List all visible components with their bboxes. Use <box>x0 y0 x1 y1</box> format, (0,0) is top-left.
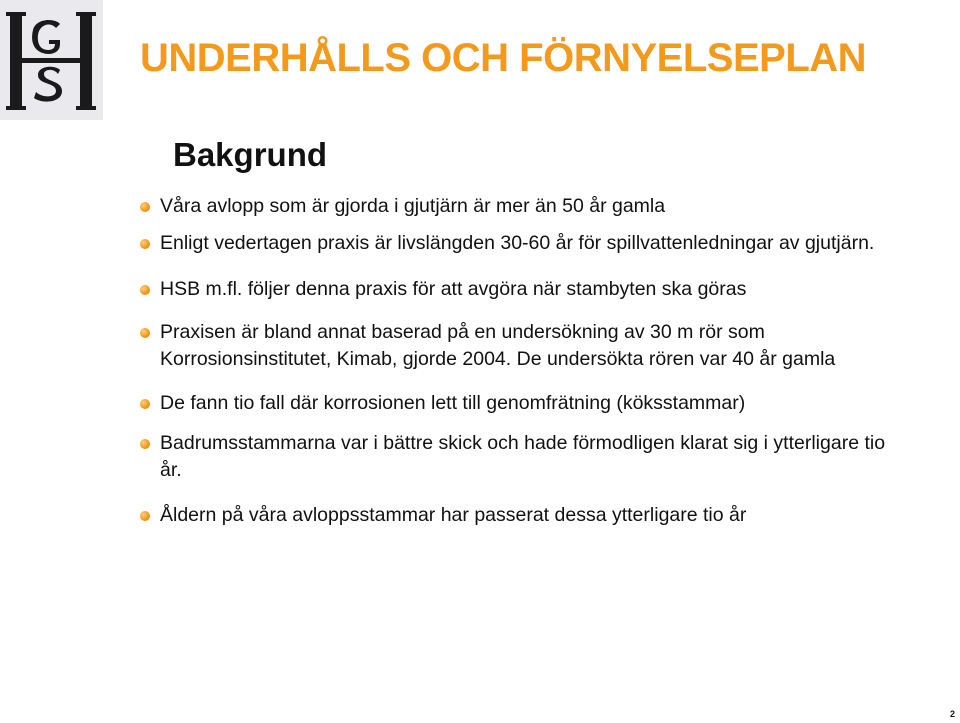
bullet-text: Åldern på våra avloppsstammar har passerat dessa ytterligare tio år <box>160 504 747 526</box>
bullet-text: De fann tio fall där korrosionen lett till genomfrätning (köksstammar) <box>160 392 746 414</box>
bullet-icon <box>140 439 150 449</box>
bullet-text: Våra avlopp som är gjorda i gjutjärn är mer än 50 år gamla <box>160 195 666 217</box>
bullet-item <box>140 390 900 417</box>
bullet-item <box>140 430 900 484</box>
bullet-item <box>140 230 900 257</box>
page-number: 2 <box>949 709 955 719</box>
bullet-text: Enligt vedertagen praxis är livslängden 30-60 år för spillvattenledningar av gjutjärn. <box>160 232 875 254</box>
bullet-item <box>140 319 900 373</box>
logo <box>0 0 103 120</box>
igsh-logo-icon <box>0 0 103 120</box>
bullet-item <box>140 276 900 303</box>
bullet-item <box>140 193 900 220</box>
bullet-icon <box>140 399 150 409</box>
bullet-text: Badrumsstammarna var i bättre skick och hade förmodligen klarat sig i ytterligare tio år. <box>160 432 886 481</box>
bullet-list <box>140 193 900 529</box>
slide-title: UNDERHÅLLS OCH FÖRNYELSEPLAN <box>140 36 867 80</box>
bullet-item <box>140 502 900 529</box>
bullet-icon <box>140 285 150 295</box>
bullet-text: HSB m.fl. följer denna praxis för att avgöra när stambyten ska göras <box>160 278 747 300</box>
bullet-icon <box>140 202 150 212</box>
bullet-icon <box>140 239 150 249</box>
bullet-text: Praxisen är bland annat baserad på en undersökning av 30 m rör som Korrosionsinstitutet, Kimab, gjorde 2004. De undersökta rören var 40 år gamla <box>160 321 836 370</box>
bullet-icon <box>140 328 150 338</box>
section-heading: Bakgrund <box>173 136 328 173</box>
bullet-icon <box>140 511 150 521</box>
